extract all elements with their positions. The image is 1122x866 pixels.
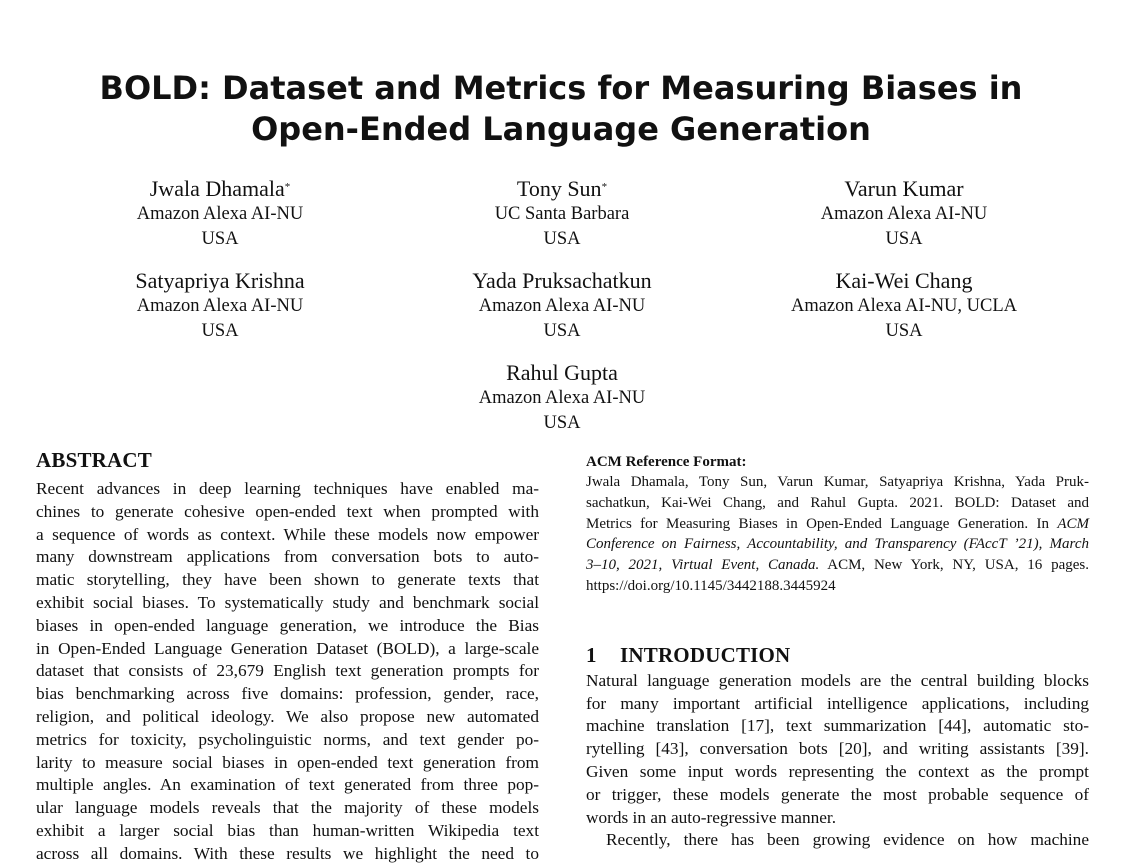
intro-line: Natural language generation models are the central building blocks [586, 670, 1089, 690]
author-block [382, 268, 742, 344]
author-country: USA [201, 229, 239, 249]
author-name: Jwala Dhamala [149, 176, 285, 201]
author-name: Yada Pruksachatkun [472, 268, 652, 293]
author-affiliation: Amazon Alexa AI-NU [478, 296, 646, 316]
author-block [724, 268, 1084, 344]
title-line-1: BOLD: Dataset and Metrics for Measuring Biases in [99, 69, 1023, 107]
title-line-2: Open-Ended Language Generation [251, 110, 871, 148]
reference-doi: https://doi.org/10.1145/3442188.3445924 [586, 577, 836, 594]
section-title: INTRODUCTION [620, 642, 791, 667]
introduction-heading [586, 641, 1089, 669]
intro-line: machine translation [17], text summarization [44], automatic sto- [586, 716, 1089, 736]
intro-line: words in an auto-regressive manner. [586, 807, 837, 827]
author-country: USA [543, 229, 581, 249]
intro-line: Given some input words representing the context as the prompt [586, 761, 1089, 781]
abstract-line: exhibit social biases. To systematically study and benchmark social [36, 592, 539, 612]
acm-reference-label: ACM Reference Format: [586, 454, 747, 470]
abstract-line: matic storytelling, they have been shown to generate texts that [36, 570, 539, 590]
author-block [724, 176, 1084, 252]
abstract-line: bias benchmarking across five domains: profession, gender, race, [36, 684, 539, 704]
intro-line: for many important artificial intelligence applications, including [586, 693, 1089, 713]
author-country: USA [543, 321, 581, 341]
author-affiliation: Amazon Alexa AI-NU [136, 296, 304, 316]
abstract-line: Recent advances in deep learning techniques have enabled ma- [36, 479, 539, 498]
abstract-line: in Open-Ended Language Generation Dataset (BOLD), a large-scale [36, 638, 539, 658]
author-name: Rahul Gupta [506, 360, 618, 385]
abstract-line: chines to generate cohesive open-ended text when prompted with [36, 501, 539, 521]
right-column [586, 446, 1089, 852]
author-name: Varun Kumar [844, 176, 964, 201]
author-country: USA [201, 321, 239, 341]
reference-text: Metrics for Measuring Biases in Open-Ended Language Generation. In [586, 515, 1049, 532]
abstract-line: religion, and political ideology. We also propose new automated [36, 706, 539, 726]
author-country: USA [885, 229, 923, 249]
author-block [382, 360, 742, 436]
abstract-line: dataset that consists of 23,679 English text generation prompts for [36, 661, 539, 681]
acm-reference-text [586, 472, 1089, 597]
abstract-line: multiple angles. An examination of text generated from three pop- [36, 775, 539, 795]
reference-line: sachatkun, Kai-Wei Chang, and Rahul Gupta. 2021. BOLD: Dataset and [586, 494, 1089, 511]
reference-line: Jwala Dhamala, Tony Sun, Varun Kumar, Satyapriya Krishna, Yada Pruk- [586, 474, 1089, 490]
intro-line: or trigger, these models generate the most probable sequence of [586, 784, 1089, 804]
intro-line: rytelling [43], conversation bots [20], and writing assistants [39]. [586, 739, 1089, 759]
author-name: Kai-Wei Chang [835, 268, 973, 293]
reference-venue: Conference on Fairness, Accountability, and Transparency (FAccT ’21), March [586, 536, 1089, 553]
author-country: USA [543, 413, 581, 433]
reference-venue: ACM [1057, 515, 1089, 532]
abstract-line: biases in open-ended language generation, we introduce the Bias [36, 615, 539, 635]
abstract-heading: ABSTRACT [36, 448, 152, 472]
reference-line [586, 514, 1089, 535]
paper-title [0, 68, 1122, 150]
abstract-section [36, 446, 539, 866]
introduction-body [586, 670, 1089, 852]
intro-line: Recently, there has been growing evidence on how machine [606, 830, 1089, 850]
author-name: Tony Sun [516, 176, 602, 201]
reference-text: ACM, New York, NY, USA, 16 pages. [827, 557, 1089, 574]
author-block [382, 176, 742, 252]
abstract-line: metrics for toxicity, psycholinguistic norms, and text gender po- [36, 729, 539, 749]
abstract-line: larity to measure social biases in open-ended text generation from [36, 752, 539, 772]
author-country: USA [885, 321, 923, 341]
equal-contribution-mark: * [284, 181, 291, 193]
abstract-body [36, 478, 539, 866]
abstract-line: ular language models reveals that the majority of these models [36, 798, 539, 818]
reference-line [586, 555, 1089, 576]
author-affiliation: Amazon Alexa AI-NU [820, 204, 988, 224]
author-name: Satyapriya Krishna [135, 268, 305, 293]
author-block [40, 268, 400, 344]
reference-line [586, 534, 1089, 555]
author-affiliation: Amazon Alexa AI-NU [478, 388, 646, 408]
abstract-line: across all domains. With these results we highlight the need to [36, 843, 539, 863]
author-affiliation: UC Santa Barbara [494, 204, 630, 224]
author-block [40, 176, 400, 252]
reference-venue: 3–10, 2021, Virtual Event, Canada. [586, 557, 820, 574]
abstract-line: a sequence of words as context. While these models now empower [36, 524, 539, 544]
abstract-line: exhibit a larger social bias than human-written Wikipedia text [36, 820, 539, 840]
abstract-line: many downstream applications from conversation bots to auto- [36, 547, 539, 567]
equal-contribution-mark: * [601, 181, 608, 193]
author-affiliation: Amazon Alexa AI-NU, UCLA [790, 296, 1018, 316]
author-affiliation: Amazon Alexa AI-NU [136, 204, 304, 224]
section-number: 1 [586, 642, 597, 667]
